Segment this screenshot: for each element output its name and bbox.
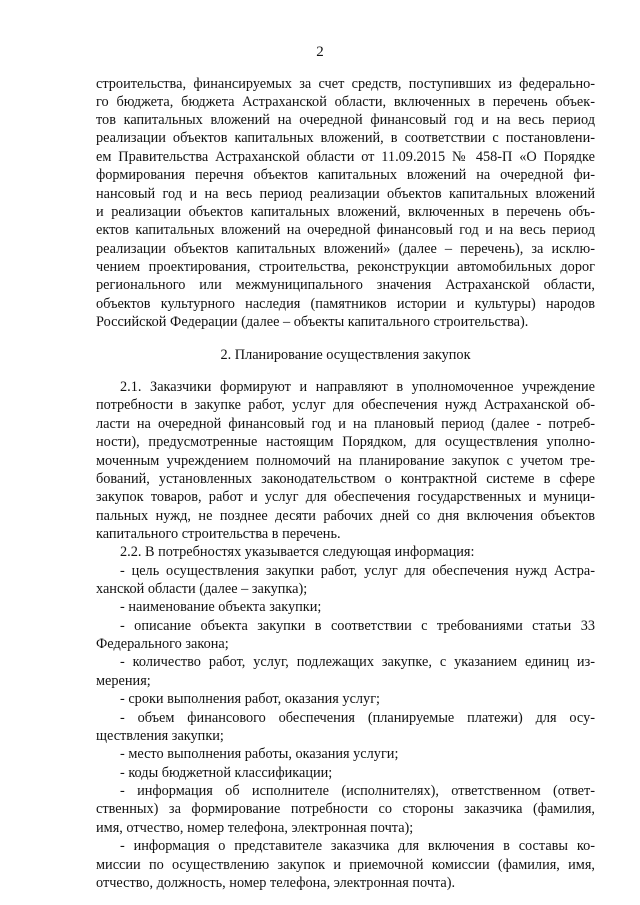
text-line: миссии по осуществлению закупок и приемочной комиссии (фамилия, имя, (96, 857, 595, 873)
text-line: Российской Федерации (далее – объекты капитального строительства). (96, 314, 529, 330)
text-line: нансовый год и на весь период реализации объектов капитальных вложений (96, 186, 595, 202)
text-line: капитального строительства в перечень. (96, 526, 341, 542)
text-line: строительства, финансируемых за счет средств, поступивших из федерально- (96, 76, 595, 92)
list-item: - наименование объекта закупки; (120, 599, 322, 615)
text-line: регионального или межмуниципального значения Астраханской области, (96, 277, 595, 293)
text-line: ханской области (далее – закупка); (96, 581, 308, 597)
text-line: бований, установленных законодательством о контрактной системе в сфере (96, 471, 595, 487)
text-line: го бюджета, бюджета Астраханской области, включенных в перечень объек- (96, 94, 595, 110)
text-line: отчество, должность, номер телефона, электронная почта). (96, 875, 456, 891)
text-line: объектов культурного наследия (памятников истории и культуры) народов (96, 296, 595, 312)
list-item: - количество работ, услуг, подлежащих закупке, с указанием единиц из- (120, 654, 595, 670)
page-number: 2 (316, 44, 324, 60)
list-item: - описание объекта закупки в соответствии с требованиями статьи 33 (120, 618, 595, 634)
text-line: формирования перечня объектов капитальных вложений на очередной фи- (96, 167, 595, 183)
list-item: - информация об исполнителе (исполнителях), ответственном (ответ- (120, 783, 595, 799)
text-line: ласти на очередной финансовый год и на плановый период (далее - потреб- (96, 416, 595, 432)
list-item: - информация о представителе заказчика для включения в составы ко- (120, 838, 595, 854)
text-line: ем Правительства Астраханской области от 11.09.2015 № 458-П «О Порядке (96, 149, 595, 165)
text-line: ектов капитальных вложений на очередной финансовый год и на весь период (96, 222, 595, 238)
list-item: - цель осуществления закупки работ, услуг для обеспечения нужд Астра- (120, 563, 595, 579)
list-item: - объем финансового обеспечения (планируемые платежи) для осу- (120, 710, 595, 726)
text-line: закупок товаров, работ и услуг для обеспечения государственных и муници- (96, 489, 595, 505)
text-line: тов капитальных вложений на очередной финансовый год и на весь период (96, 112, 595, 128)
text-line: мерения; (96, 673, 151, 689)
text-line: реализации объектов капитальных вложений» (далее – перечень), за исклю- (96, 241, 595, 257)
text-line: пальных нужд, не позднее десяти рабочих дней со дня включения объектов (96, 508, 595, 524)
section-heading: 2. Планирование осуществления закупок (220, 347, 471, 363)
text-line: и реализации объектов капитальных вложений, включенных в перечень объ- (96, 204, 595, 220)
text-line: 2.2. В потребностях указывается следующая информация: (120, 544, 475, 560)
text-line: моченным учреждением полномочий на планирование закупок с учетом тре- (96, 453, 595, 469)
text-line: 2.1. Заказчики формируют и направляют в уполномоченное учреждение (120, 379, 595, 395)
list-item: - место выполнения работы, оказания услуги; (120, 746, 399, 762)
list-item: - коды бюджетной классификации; (120, 765, 333, 781)
text-line: ществления закупки; (96, 728, 224, 744)
text-line: реализации объектов капитальных вложений, в соответствии с постановлени- (96, 130, 595, 146)
text-line: имя, отчество, номер телефона, электронная почта); (96, 820, 414, 836)
text-line: потребности в закупке работ, услуг для обеспечения нужд Астраханской об- (96, 397, 595, 413)
text-line: ственных) за формирование потребности со стороны заказчика (фамилия, (96, 801, 595, 817)
list-item: - сроки выполнения работ, оказания услуг; (120, 691, 381, 707)
text-line: ности), предусмотренные настоящим Порядком, для осуществления уполно- (96, 434, 595, 450)
text-line: чением проектирования, строительства, реконструкции автомобильных дорог (96, 259, 595, 275)
text-line: Федерального закона; (96, 636, 229, 652)
